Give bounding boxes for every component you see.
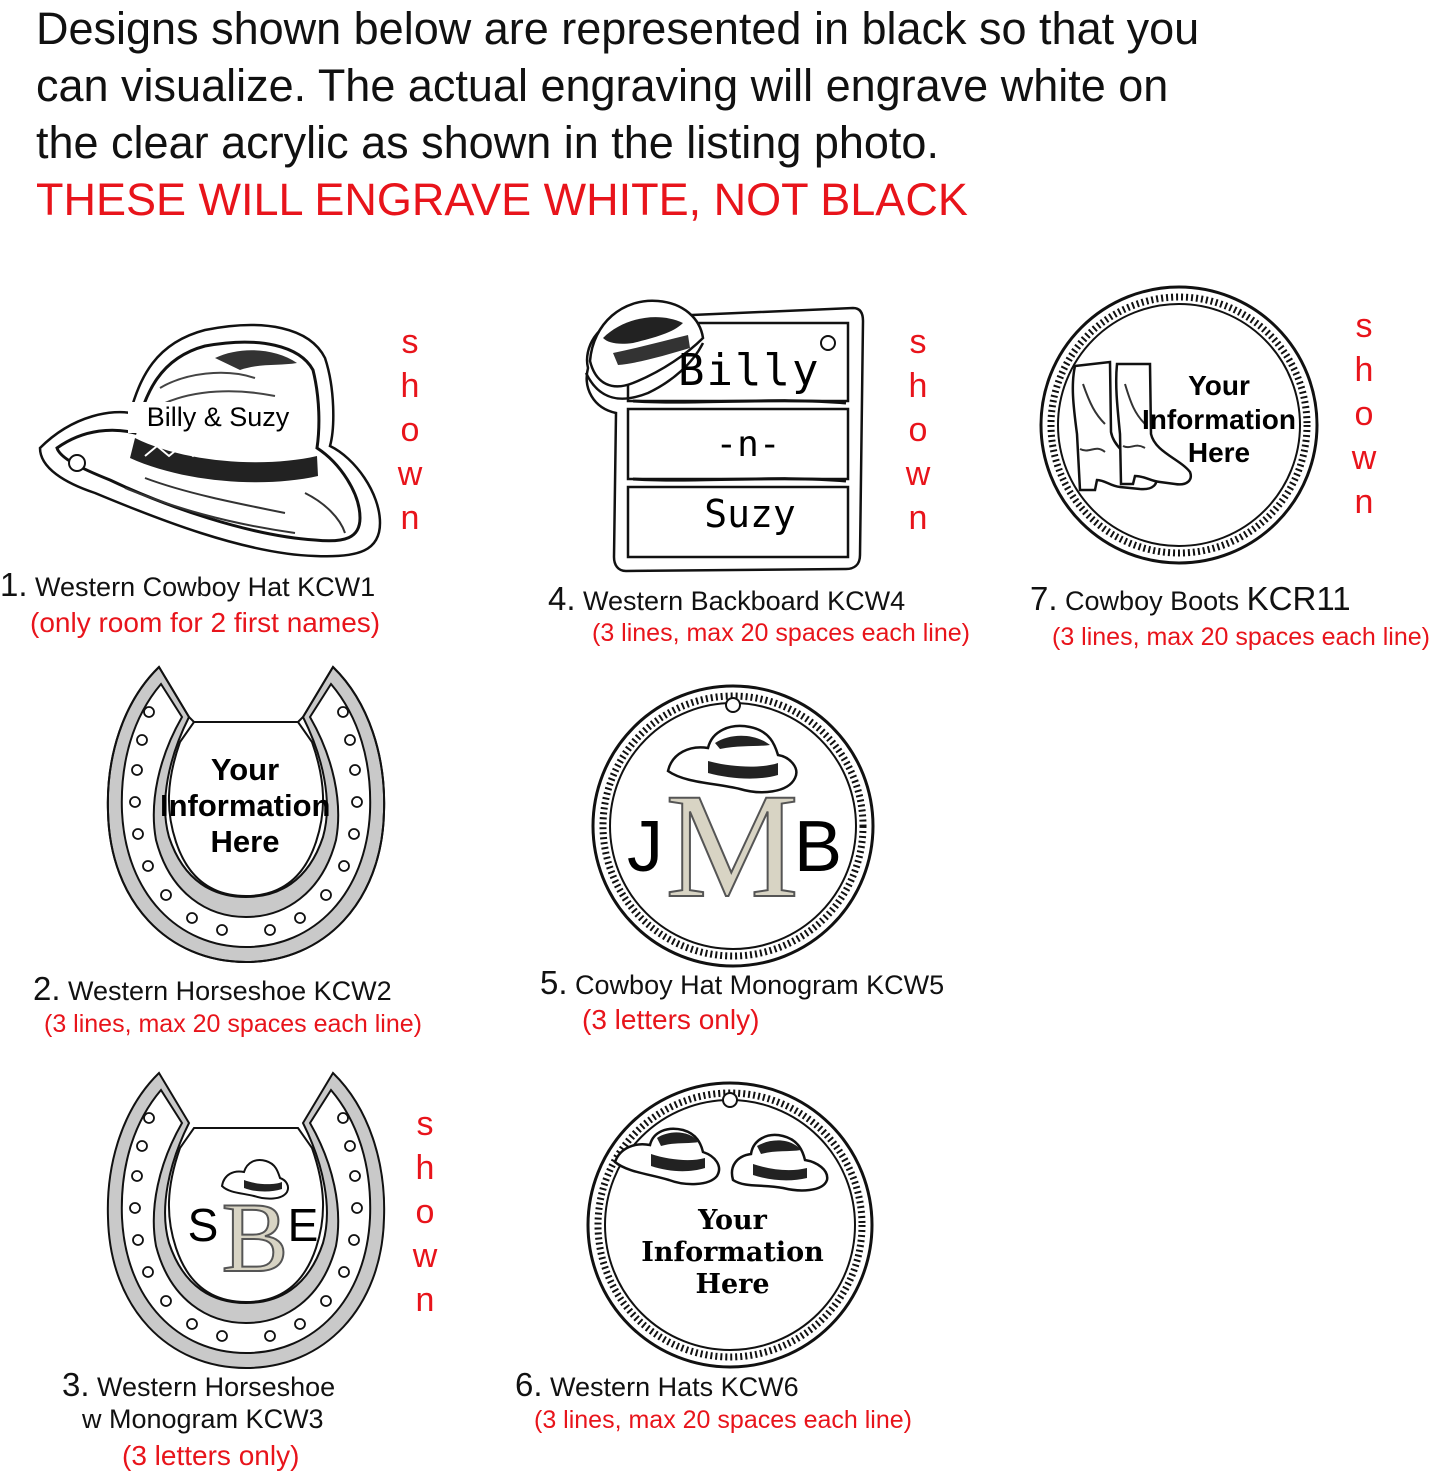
- backboard-sample-line-3: Suzy: [704, 492, 796, 536]
- design-5-caption: 5. Cowboy Hat Monogram KCW5: [540, 964, 945, 1001]
- backboard-sample-line-2: -n-: [715, 424, 781, 465]
- design-7-caption: 7. Cowboy Boots KCR11: [1030, 580, 1351, 617]
- intro-line-3: the clear acrylic as shown in the listing photo.: [36, 117, 939, 168]
- design-4-note: (3 lines, max 20 spaces each line): [592, 619, 970, 647]
- design-3-caption-line-2: w Monogram KCW3: [82, 1404, 324, 1434]
- shown-label-4: s h o w n: [905, 323, 931, 537]
- horseshoe-sample-line-1: Your: [210, 752, 280, 787]
- boots-sample-line-2: Information: [1142, 404, 1296, 435]
- design-1-caption: 1. Western Cowboy Hat KCW1: [0, 566, 376, 603]
- horseshoe-sample-line-3: Here: [210, 824, 280, 859]
- design-5-note: (3 letters only): [582, 1004, 760, 1035]
- horseshoe-sample-line-2: Information: [160, 788, 331, 823]
- shown-label-3: s h o w n: [412, 1105, 438, 1319]
- engrave-warning: THESE WILL ENGRAVE WHITE, NOT BLACK: [36, 174, 968, 225]
- boots-sample-line-3: Here: [1187, 437, 1251, 468]
- monogram-right-letter: E: [287, 1199, 319, 1251]
- design-2-note: (3 lines, max 20 spaces each line): [44, 1010, 422, 1038]
- hat-sample-text: Billy & Suzy: [128, 402, 308, 433]
- monogram-left-letter: S: [187, 1199, 219, 1251]
- intro-text: [36, 0, 1436, 228]
- monogram-left-letter: J: [627, 807, 663, 887]
- backboard-sample-line-1: Billy: [678, 345, 821, 396]
- cowboy-hat-icon: [35, 318, 385, 560]
- design-1-note: (only room for 2 first names): [30, 607, 381, 638]
- monogram-right-letter: B: [793, 807, 843, 887]
- hats-sample-line-2: Information: [641, 1237, 824, 1268]
- hats-sample-line-3: Here: [695, 1269, 770, 1300]
- design-4-caption: 4. Western Backboard KCW4: [548, 580, 906, 617]
- shown-label-7: s h o w n: [1351, 307, 1377, 521]
- design-7-note: (3 lines, max 20 spaces each line): [1052, 623, 1430, 651]
- boots-sample-line-1: Your: [1188, 370, 1250, 401]
- intro-line-1: Designs shown below are represented in black so that you: [36, 3, 1200, 54]
- shown-label-1: s h o w n: [397, 323, 423, 537]
- monogram-center-letter: B: [221, 1182, 289, 1293]
- design-6-caption: 6. Western Hats KCW6: [515, 1366, 799, 1403]
- design-3-caption: 3. Western Horseshoe: [62, 1366, 336, 1403]
- design-6-note: (3 lines, max 20 spaces each line): [534, 1406, 912, 1434]
- design-2-caption: 2. Western Horseshoe KCW2: [33, 970, 392, 1007]
- intro-line-2: can visualize. The actual engraving will engrave white on: [36, 60, 1169, 111]
- hats-sample-line-1: Your: [698, 1205, 767, 1236]
- design-3-note: (3 letters only): [122, 1440, 300, 1471]
- monogram-center-letter: M: [665, 763, 799, 929]
